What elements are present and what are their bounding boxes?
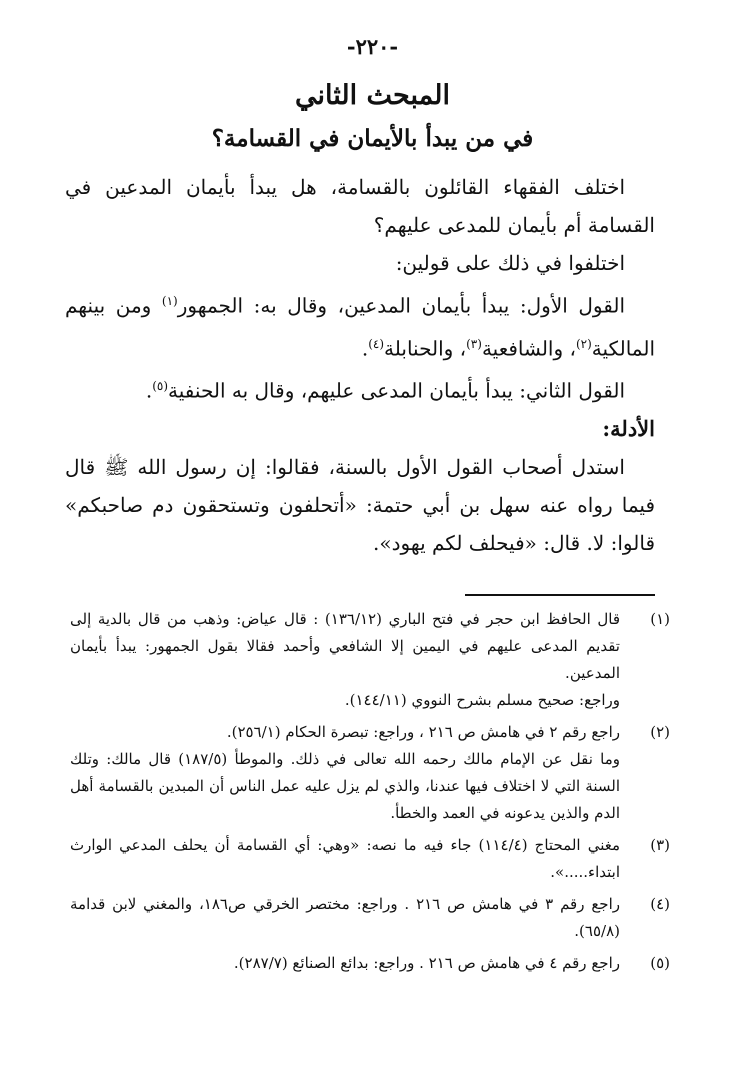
main-text	[65, 168, 655, 562]
footnote-ref-2: (٢)	[575, 336, 592, 351]
two-views-paragraph: اختلفوا في ذلك على قولين:	[395, 251, 625, 275]
second-view-text-2: .	[145, 378, 153, 403]
footnote-body	[70, 950, 620, 977]
footnote-number: (٥)	[650, 954, 670, 972]
footnote-body	[70, 719, 620, 827]
footnote-ref-4: (٤)	[368, 336, 385, 351]
evidence-heading: الأدلة:	[602, 415, 655, 441]
first-view-paragraph	[65, 282, 655, 367]
second-view-paragraph	[65, 367, 655, 410]
first-view-text-3: ، والشافعية	[481, 336, 576, 361]
footnote-body	[70, 891, 620, 945]
footnote-number: (٣)	[650, 836, 670, 854]
footnote-1	[70, 606, 670, 714]
footnote-number: (٤)	[650, 895, 670, 913]
footnote-line: قال الحافظ ابن حجر في فتح الباري (١٣٦/١٢) : قال عياض: وذهب من قال بالدية إلى تقديم المدعى عليهم في اليمين إلا الشافعي وأحمد فقالا بقول الجمهور: يبدأ بأيمان المدعين.	[70, 610, 620, 682]
first-view-text-2: ومن بينهم المالكية	[65, 293, 655, 361]
section-subtitle: في من يبدأ بالأيمان في القسامة؟	[211, 125, 534, 152]
footnote-body	[70, 606, 620, 714]
footnote-body	[70, 832, 620, 886]
footnote-line: وراجع: صحيح مسلم بشرح النووي (١٤٤/١١).	[344, 691, 620, 709]
footnote-ref-1: (١)	[161, 294, 178, 308]
footnote-line: راجع رقم ٢ في هامش ص ٢١٦ ، وراجع: تبصرة الحكام (٢٥٦/١).	[226, 723, 620, 741]
footnote-line: راجع رقم ٤ في هامش ص ٢١٦ . وراجع: بدائع الصنائع (٢٨٧/٧).	[233, 954, 620, 972]
footnote-5	[70, 950, 670, 977]
page-number: -٢٢٠-	[346, 34, 399, 59]
footnote-ref-5: (٥)	[152, 379, 169, 394]
footnote-line: راجع رقم ٣ في هامش ص ٢١٦ . وراجع: مختصر الخرقي ص١٨٦، والمغني لابن قدامة (٦٥/٨).	[70, 895, 620, 940]
footnote-number: (٢)	[650, 723, 670, 741]
first-view-text: القول الأول: يبدأ بأيمان المدعين، وقال به: الجمهور	[177, 293, 626, 318]
footnote-ref-3: (٣)	[466, 336, 482, 351]
second-view-text: القول الثاني: يبدأ بأيمان المدعى عليهم، وقال به الحنفية	[168, 378, 625, 403]
footnote-2	[70, 719, 670, 827]
footnotes	[70, 606, 670, 982]
footnote-3	[70, 832, 670, 886]
evidence-paragraph: استدل أصحاب القول الأول بالسنة، فقالوا: إن رسول الله ﷺ قال فيما رواه عنه سهل بن أبي حتمة: «أتحلفون وتستحقون دم صاحبكم» قالوا: لا. قال: «فيحلف لكم يهود».	[65, 454, 655, 555]
footnote-4	[70, 891, 670, 945]
intro-paragraph: اختلف الفقهاء القائلون بالقسامة، هل يبدأ بأيمان المدعين في القسامة أم بأيمان للمدعى عليهم؟	[65, 175, 655, 237]
first-view-text-5: .	[361, 336, 369, 361]
footnote-line: مغني المحتاج (١١٤/٤) جاء فيه ما نصه: «وهي: أي القسامة أن يحلف المدعي الوارث ابتداء.....».	[70, 836, 620, 881]
footnote-number: (١)	[650, 610, 670, 628]
footnote-divider	[465, 594, 655, 596]
footnote-line: وما نقل عن الإمام مالك رحمه الله تعالى في ذلك. والموطأ (١٨٧/٥) قال مالك: وتلك السنة التي لا اختلاف فيها عندنا، والذي لم يزل عليه عمل الناس أن المبدين بالقسامة أهل الدم والذين يدعونه في العمد والخطأ.	[70, 750, 620, 822]
section-title: المبحث الثاني	[295, 80, 450, 111]
first-view-text-4: ، والحنابلة	[384, 336, 467, 361]
